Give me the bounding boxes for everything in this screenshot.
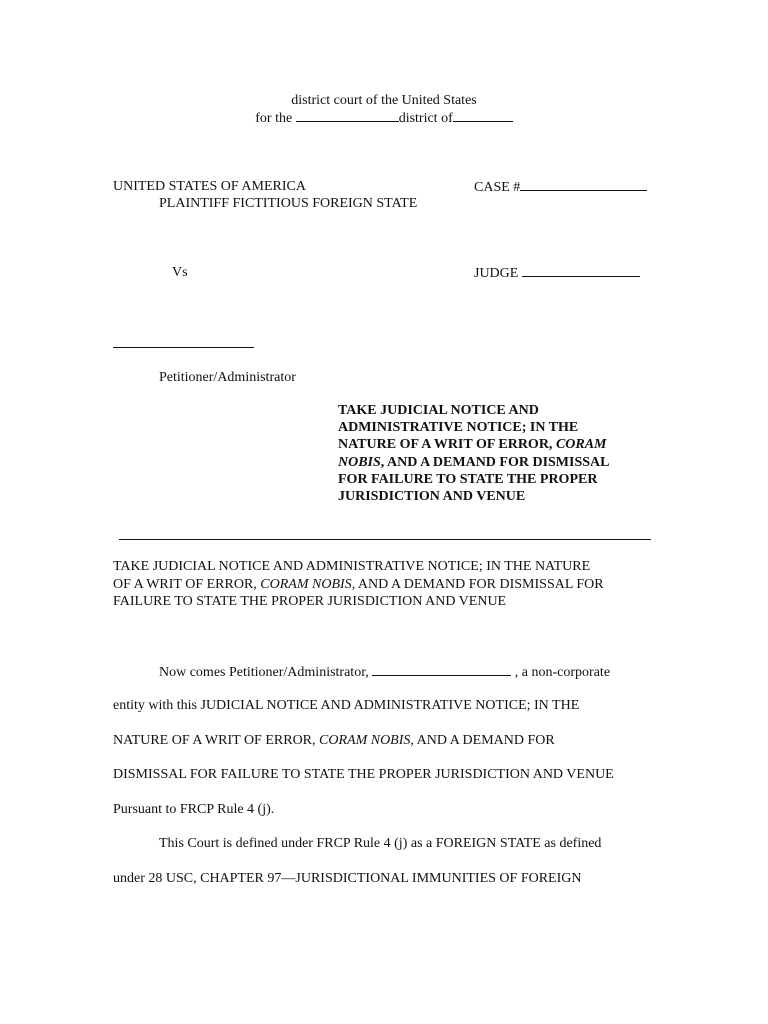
body-p1-line3-suffix: , AND A DEMAND FOR	[410, 733, 555, 748]
caption-divider	[119, 539, 651, 540]
body-p1-prefix: Now comes Petitioner/Administrator,	[159, 665, 373, 680]
court-district-of: district of	[398, 111, 453, 126]
body-p1-suffix: , a non-corporate	[511, 665, 611, 680]
versus-label: Vs	[172, 265, 188, 280]
body-paragraph-1-line-1	[159, 663, 610, 681]
caption-italic: CORAM NOBIS	[338, 437, 607, 470]
heading-line-2-prefix: OF A WRIT OF ERROR,	[113, 576, 261, 592]
body-paragraph-2-line-1: This Court is defined under FRCP Rule 4 (j) as a FOREIGN STATE as defined	[159, 836, 602, 851]
petitioner-name-line	[113, 347, 254, 348]
petitioner-name-blank	[372, 663, 511, 676]
court-blank-2	[453, 109, 513, 122]
document-heading	[113, 558, 653, 611]
caption-part1: TAKE JUDICIAL NOTICE AND ADMINISTRATIVE NOTICE; IN THE NATURE OF A WRIT OF ERROR,	[338, 403, 579, 453]
court-blank-1	[296, 109, 399, 122]
body-paragraph-1-line-4: DISMISSAL FOR FAILURE TO STATE THE PROPER JURISDICTION AND VENUE	[113, 767, 614, 782]
heading-line-2	[113, 576, 653, 594]
case-number-blank	[520, 178, 647, 191]
court-name-line	[0, 92, 768, 109]
body-paragraph-1-line-3	[113, 732, 555, 749]
body-p1-line3-prefix: NATURE OF A WRIT OF ERROR,	[113, 733, 320, 748]
heading-line-1: TAKE JUDICIAL NOTICE AND ADMINISTRATIVE NOTICE; IN THE NATURE	[113, 559, 591, 574]
body-p1-line3-italic: CORAM NOBIS	[319, 733, 411, 748]
petitioner-label: Petitioner/Administrator	[159, 370, 296, 385]
case-number-field	[474, 178, 647, 196]
heading-line-2-suffix: , AND A DEMAND FOR DISMISSAL FOR	[351, 576, 604, 592]
plaintiff-description: PLAINTIFF FICTITIOUS FOREIGN STATE	[159, 196, 418, 211]
body-paragraph-2-line-2: under 28 USC, CHAPTER 97—JURISDICTIONAL IMMUNITIES OF FOREIGN	[113, 871, 582, 886]
caption-title	[338, 402, 638, 505]
heading-line-3: FAILURE TO STATE THE PROPER JURISDICTION AND VENUE	[113, 594, 507, 609]
court-name: district court of the United States	[291, 93, 477, 108]
heading-line-2-italic: CORAM NOBIS	[260, 576, 352, 592]
judge-field	[474, 264, 640, 282]
court-district-line	[0, 109, 768, 127]
judge-label: JUDGE	[474, 266, 522, 281]
body-paragraph-1-line-2: entity with this JUDICIAL NOTICE AND ADMINISTRATIVE NOTICE; IN THE	[113, 698, 580, 713]
caption-part2: , AND A DEMAND FOR DISMISSAL FOR FAILURE TO STATE THE PROPER JURISDICTION AND VENUE	[338, 454, 609, 505]
judge-blank	[522, 264, 640, 277]
plaintiff-name: UNITED STATES OF AMERICA	[113, 179, 306, 194]
court-for-the: for the	[255, 111, 296, 126]
case-label: CASE #	[474, 180, 521, 195]
body-paragraph-1-line-5: Pursuant to FRCP Rule 4 (j).	[113, 802, 275, 817]
